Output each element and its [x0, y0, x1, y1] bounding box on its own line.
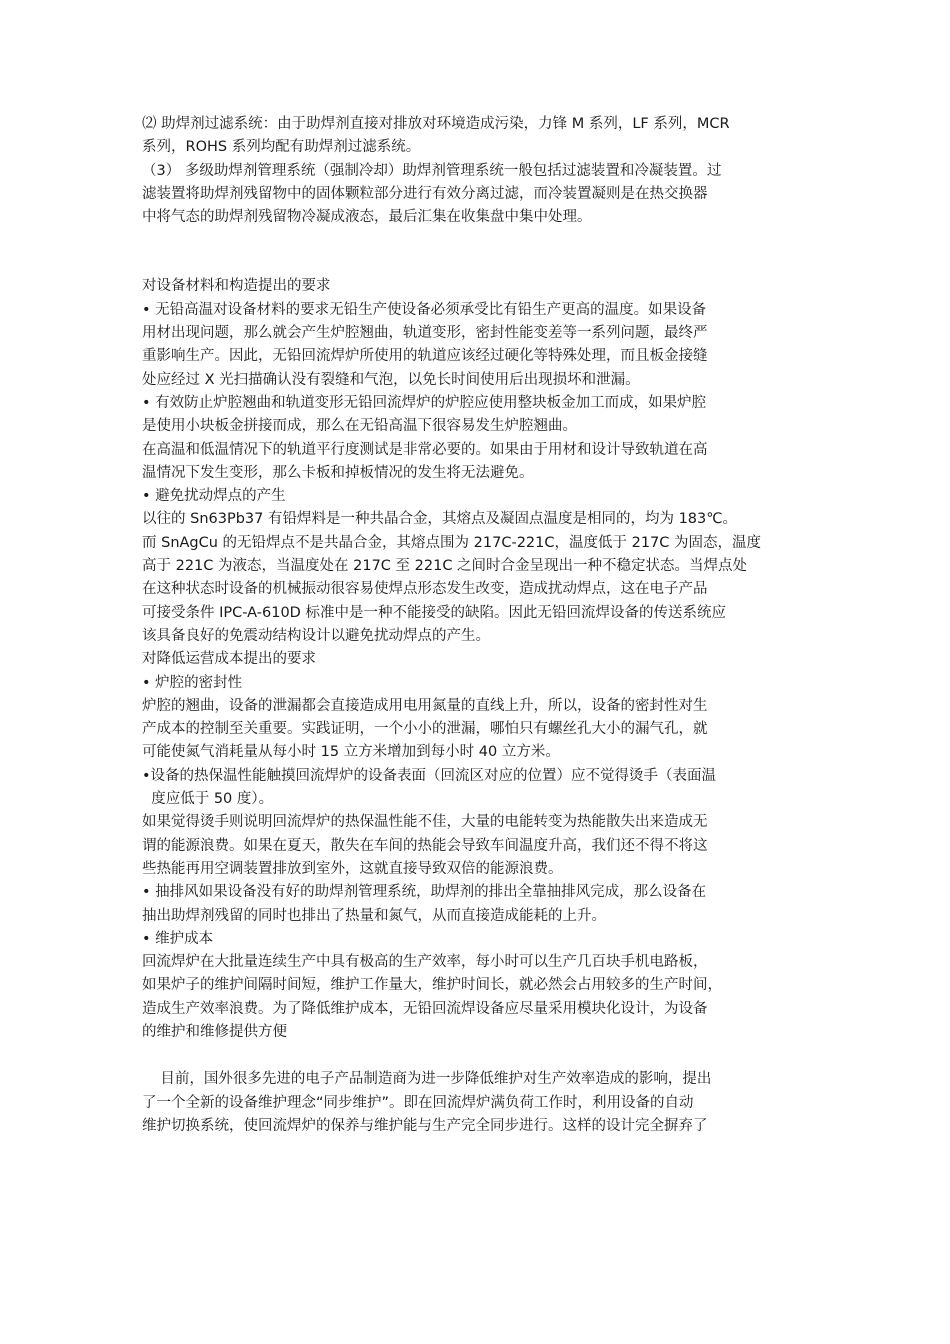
text-line: 回流焊炉在大批量连续生产中具有极高的生产效率，每小时可以生产几百块手机电路板， — [142, 954, 708, 971]
text-line: 可能使氮气消耗量从每小时 15 立方米增加到每小时 40 立方米。 — [142, 744, 560, 761]
text-line: 处应经过 X 光扫描确认没有裂缝和气泡，以免长时间使用后出现损坏和泄漏。 — [142, 371, 640, 388]
text-line: 滤装置将助焊剂残留物中的固体颗粒部分进行有效分离过滤，而冷装置凝则是在热交换器 — [142, 185, 708, 202]
text-line: （3） 多级助焊剂管理系统（强制冷却）助焊剂管理系统一般包括过滤装置和冷凝装置。过 — [142, 162, 722, 179]
text-line: 些热能再用空调装置排放到室外，这就直接导致双倍的能源浪费。 — [142, 860, 563, 877]
text-line: 目前，国外很多先进的电子产品制造商为进一步降低维护对生产效率造成的影响，提出 — [142, 1071, 712, 1088]
text-line: 高于 221C 为液态，当温度处在 217C 至 221C 之间时合金呈现出一种不稳定状态。当焊点处 — [142, 558, 748, 575]
text-line: • 无铅高温对设备材料的要求无铅生产使设备必须承受比有铅生产更高的温度。如果设备 — [142, 301, 707, 318]
text-line: 了一个全新的设备维护理念“同步维护”。即在回流焊炉满负荷工作时，利用设备的自动 — [142, 1094, 694, 1111]
text-line: 温情况下发生变形，那么卡板和掉板情况的发生将无法避免。 — [142, 464, 534, 481]
paragraph-gap — [142, 1044, 832, 1068]
text-line: 维护切换系统，使回流焊炉的保养与维护能与生产完全同步进行。这样的设计完全摒弃了 — [142, 1117, 708, 1134]
text-line: 以往的 Sn63Pb37 有铅焊料是一种共晶合金，其熔点及凝固点温度是相同的，均为 183℃。 — [142, 511, 738, 528]
text-line: 重影响生产。因此，无铅回流焊炉所使用的轨道应该经过硬化等特殊处理，而且板金接缝 — [142, 348, 708, 365]
section-heading: 对降低运营成本提出的要求 — [142, 651, 316, 668]
text-line: 抽出助焊剂残留的同时也排出了热量和氮气，从而直接造成能耗的上升。 — [142, 907, 606, 924]
text-line: 在高温和低温情况下的轨道平行度测试是非常必要的。如果由于用材和设计导致轨道在高 — [142, 441, 708, 458]
text-line: 系列，ROHS 系列均配有助焊剂过滤系统。 — [142, 139, 421, 156]
text-line: 而 SnAgCu 的无铅焊点不是共晶合金，其熔点围为 217C-221C，温度低于 217C 为固态，温度 — [142, 534, 762, 551]
text-line: • 抽排风如果设备没有好的助焊剂管理系统，助焊剂的排出全靠抽排风完成，那么设备在 — [142, 884, 707, 901]
text-line: 谓的能源浪费。如果在夏天，散失在车间的热能会导致车间温度升高，我们还不得不将这 — [142, 837, 708, 854]
text-line: 如果炉子的维护间隔时间短，维护工作量大，维护时间长，就必然会占用较多的生产时间， — [142, 977, 722, 994]
text-line: 产成本的控制至关重要。实践证明，一个小小的泄漏，哪怕只有螺丝孔大小的漏气孔，就 — [142, 721, 708, 738]
text-line: 造成生产效率浪费。为了降低维护成本，无铅回流焊设备应尽量采用模块化设计，为设备 — [142, 1000, 708, 1017]
text-line: • 有效防止炉腔翘曲和轨道变形无铅回流焊炉的炉腔应使用整块板金加工而成，如果炉腔 — [142, 394, 707, 411]
text-line: • 炉腔的密封性 — [142, 674, 243, 691]
text-line: 在这种状态时设备的机械振动很容易使焊点形态发生改变，造成扰动焊点，这在电子产品 — [142, 581, 708, 598]
text-line: 用材出现问题，那么就会产生炉腔翘曲，轨道变形，密封性能变差等一系列问题，最终严 — [142, 325, 708, 342]
document-body — [142, 113, 832, 1138]
text-line: • 维护成本 — [142, 930, 214, 947]
text-line: 的维护和维修提供方便 — [142, 1023, 287, 1040]
section-heading: 对设备材料和构造提出的要求 — [142, 278, 331, 295]
text-line: 度应低于 50 度）。 — [142, 791, 274, 808]
text-line: 如果觉得烫手则说明回流焊炉的热保温性能不佳，大量的电能转变为热能散失出来造成无 — [142, 814, 708, 831]
text-line: 中将气态的助焊剂残留物冷凝成液态，最后汇集在收集盘中集中处理。 — [142, 209, 592, 226]
text-line: •设备的热保温性能触摸回流焊炉的设备表面（回流区对应的位置）应不觉得烫手（表面温 — [142, 767, 717, 784]
paragraph-gap — [142, 229, 832, 275]
text-line: 该具备良好的免震动结构设计以避免扰动焊点的产生。 — [142, 627, 490, 644]
text-line: 可接受条件 IPC-A-610D 标准中是一种不能接受的缺陷。因此无铅回流焊设备的传送系统应 — [142, 604, 726, 621]
text-line: 炉腔的翘曲，设备的泄漏都会直接造成用电用氮量的直线上升，所以，设备的密封性对生 — [142, 697, 708, 714]
text-line: • 避免扰动焊点的产生 — [142, 488, 286, 505]
text-line: ⑵ 助焊剂过滤系统：由于助焊剂直接对排放对环境造成污染，力锋 M 系列，LF 系列，MCR — [142, 116, 730, 132]
text-line: 是使用小块板金拼接而成，那么在无铅高温下很容易发生炉腔翘曲。 — [142, 418, 577, 435]
